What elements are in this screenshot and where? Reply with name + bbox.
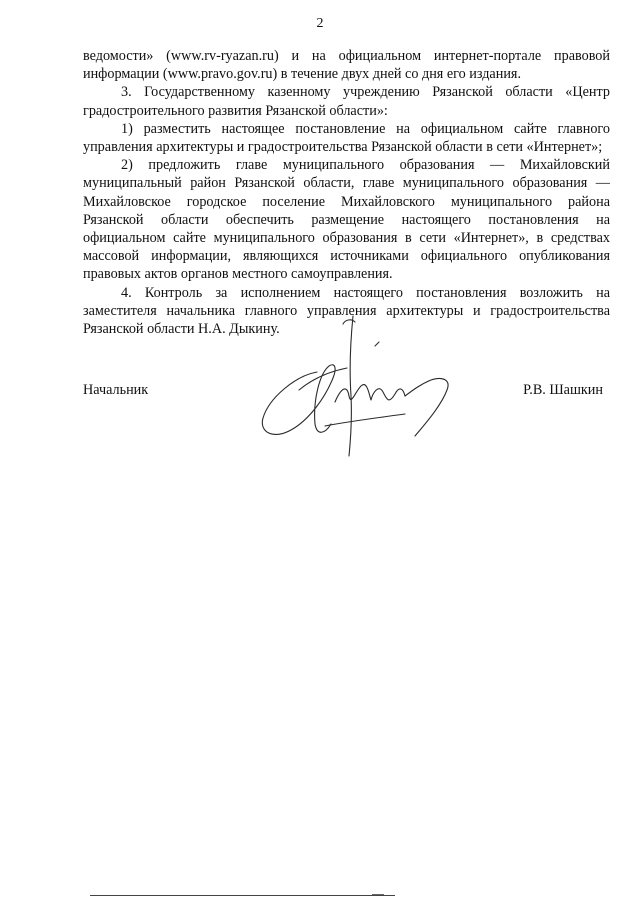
handwritten-signature	[255, 306, 465, 466]
page-number: 2	[316, 16, 324, 31]
footer-divider	[90, 895, 395, 896]
signatory-title: Начальник	[83, 382, 149, 398]
document-body	[83, 47, 610, 338]
paragraph-publication-continuation: ведомости» (www.rv-ryazan.ru) и на официальном интернет-портале правовой информации (www.pravo.gov.ru) в течение двух дней со дня его издания.	[83, 48, 610, 83]
footer-divider-mark	[372, 894, 384, 895]
paragraph-item-3-1: 1) разместить настоящее постановление на официальном сайте главного управления архитектуры и градостроительства Рязанской области в сети «Интернет»;	[83, 120, 610, 156]
paragraph-item-3: 3. Государственному казенному учреждению Рязанской области «Центр градостроительного развития Рязанской области»:	[83, 84, 610, 119]
signatory-name: Р.В. Шашкин	[523, 382, 603, 398]
paragraph-item-4: 4. Контроль за исполнением настоящего постановления возложить на заместителя начальника главного управления архитектуры и градостроительства Рязанской области Н.А. Дыкину.	[83, 284, 610, 338]
paragraph-item-3-2: 2) предложить главе муниципального образования — Михайловский муниципальный район Рязанской области, главе муниципального образования — Михайловское городское поселение Михайловского муниципального района Рязанской области обеспечить размещение настоящего постановления на официальном сайте муниципального образования в сети «Интернет», в средствах массовой информации, являющихся источниками официального опубликования правовых актов органов местного самоуправления.	[83, 157, 610, 283]
